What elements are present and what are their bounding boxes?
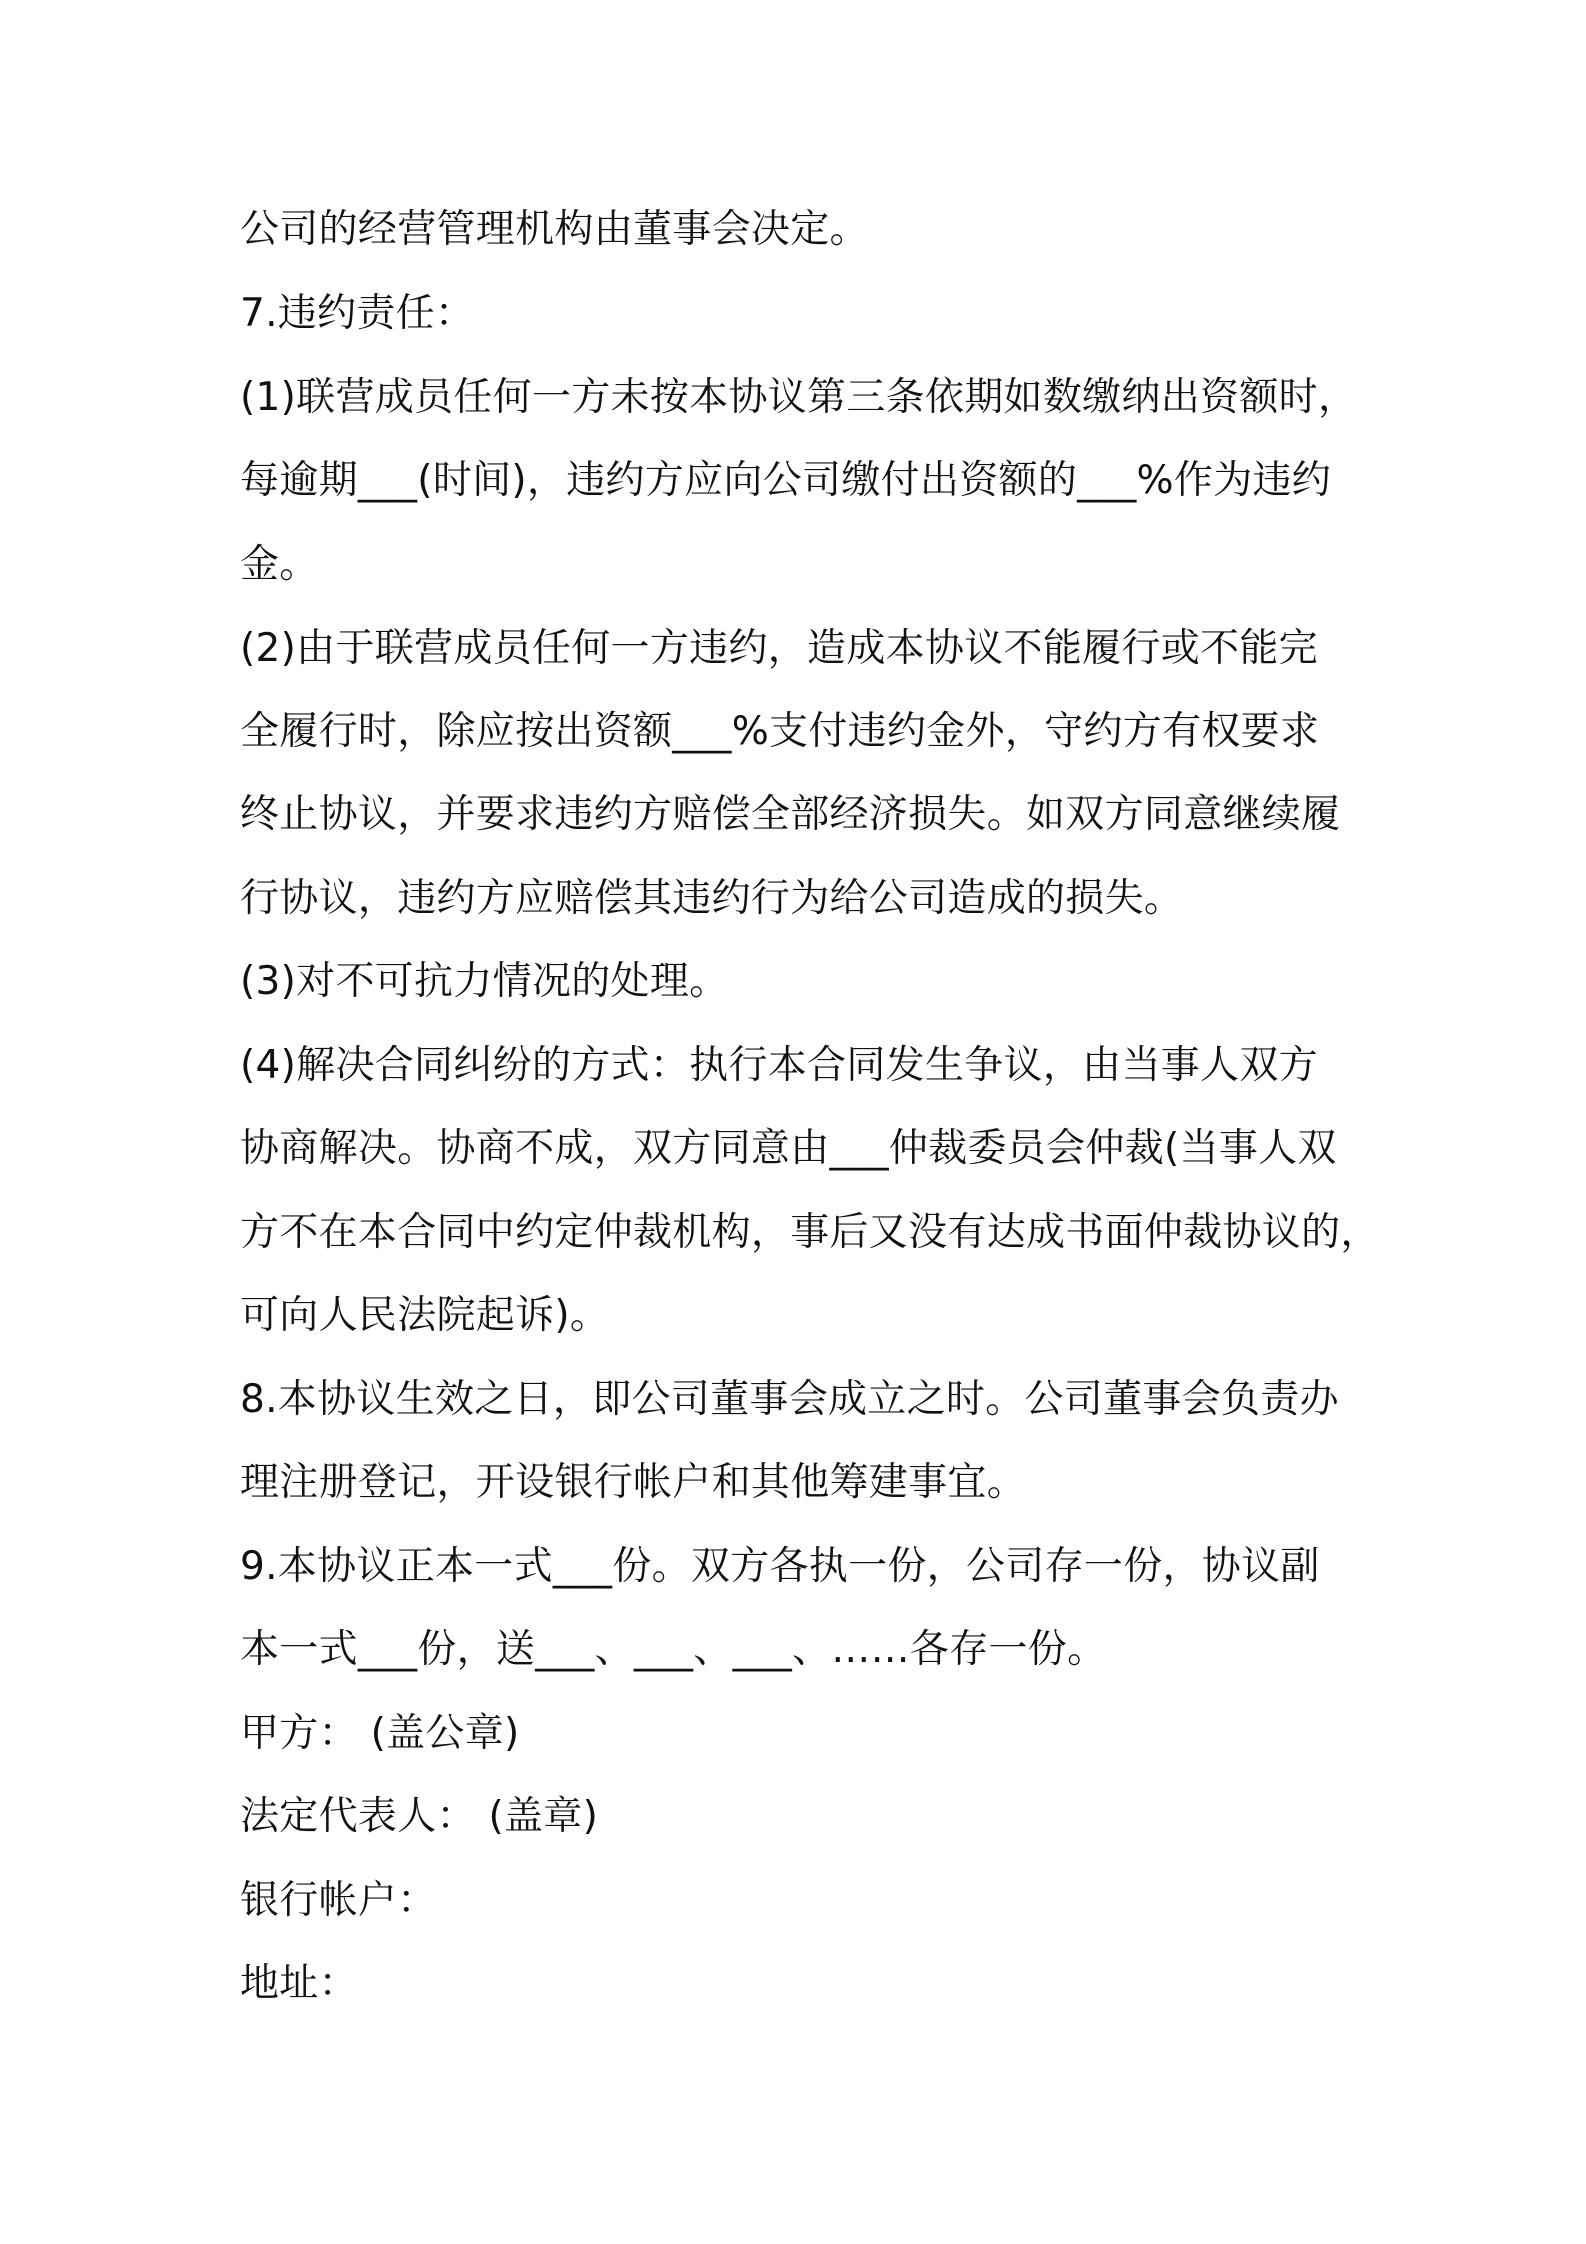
text-line: 8.本协议生效之日，即公司董事会成立之时。公司董事会负责办 (240, 1377, 1339, 1422)
signature-legal-representative: 法定代表人： (盖章) (240, 1794, 599, 1839)
signature-address: 地址： (240, 1961, 358, 2006)
signature-party-a: 甲方： (盖公章) (240, 1711, 520, 1756)
text-line: 全履行时，除应按出资额___%支付违约金外，守约方有权要求 (240, 709, 1320, 754)
text-line: 理注册登记，开设银行帐户和其他筹建事宜。 (240, 1460, 1027, 1505)
text-line: (3)对不可抗力情况的处理。 (240, 959, 729, 1004)
text-line: (1)联营成员任何一方未按本协议第三条依期如数缴纳出资额时， (240, 375, 1358, 420)
text-line: 金。 (240, 542, 319, 587)
text-line: (4)解决合同纠纷的方式：执行本合同发生争议，由当事人双方 (240, 1043, 1318, 1088)
text-line: 方不在本合同中约定仲裁机构，事后又没有达成书面仲裁协议的， (240, 1210, 1380, 1255)
text-line: 9.本协议正本一式___份。双方各执一份，公司存一份，协议副 (240, 1544, 1320, 1589)
signature-bank-account: 银行帐户： (240, 1878, 437, 1923)
text-line: 行协议，违约方应赔偿其违约行为给公司造成的损失。 (240, 876, 1184, 921)
text-line: 每逾期___(时间)，违约方应向公司缴付出资额的___%作为违约 (240, 458, 1332, 503)
section-heading-breach-liability: 7.违约责任： (240, 291, 475, 336)
text-line: 协商解决。协商不成，双方同意由___仲裁委员会仲裁(当事人双 (240, 1126, 1337, 1171)
text-line: 本一式___份，送___、___、___、……各存一份。 (240, 1627, 1107, 1672)
text-line: 终止协议，并要求违约方赔偿全部经济损失。如双方同意继续履 (240, 792, 1341, 837)
text-line: (2)由于联营成员任何一方违约，造成本协议不能履行或不能完 (240, 626, 1318, 671)
text-line: 公司的经营管理机构由董事会决定。 (240, 207, 869, 252)
text-line: 可向人民法院起诉)。 (240, 1293, 610, 1338)
